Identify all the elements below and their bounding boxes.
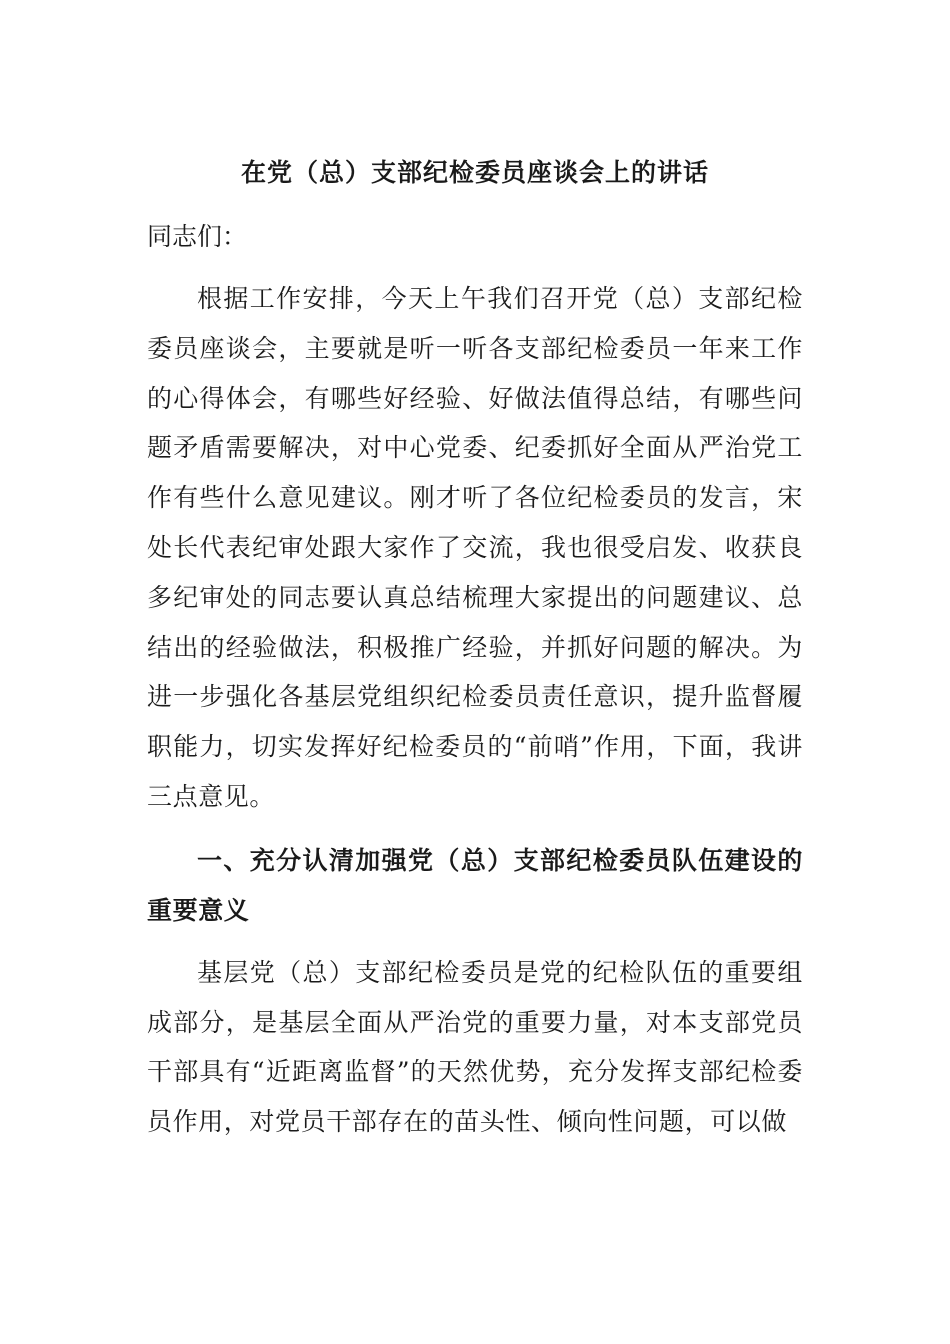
paragraph-2: 基层党（总）支部纪检委员是党的纪检队伍的重要组成部分，是基层全面从严治党的重要力量，对本支部党员干部具有“近距离监督”的天然优势，充分发挥支部纪检委员作用，对党员干部存在的苗头性、倾向性问题，可以做 — [147, 957, 803, 1137]
greeting: 同志们： — [147, 222, 248, 251]
section-heading-1: 一、充分认清加强党（总）支部纪检委员队伍建设的重要意义 — [147, 845, 803, 925]
document-title: 在党（总）支部纪检委员座谈会上的讲话 — [240, 158, 709, 187]
paragraph-1: 根据工作安排，今天上午我们召开党（总）支部纪检委员座谈会，主要就是听一听各支部纪检委员一年来工作的心得体会，有哪些好经验、好做法值得总结，有哪些问题矛盾需要解决，对中心党委、纪委抓好全面从严治党工作有些什么意见建议。刚才听了各位纪检委员的发言，宋处长代表纪审处跟大家作了交流，我也很受启发、收获良多纪审处的同志要认真总结梳理大家提出的问题建议、总结出的经验做法，积极推广经验，并抓好问题的解决。为进一步强化各基层党组织纪检委员责任意识，提升监督履职能力，切实发挥好纪检委员的“前哨”作用，下面，我讲三点意见。 — [147, 284, 803, 811]
document-page — [147, 148, 803, 1147]
